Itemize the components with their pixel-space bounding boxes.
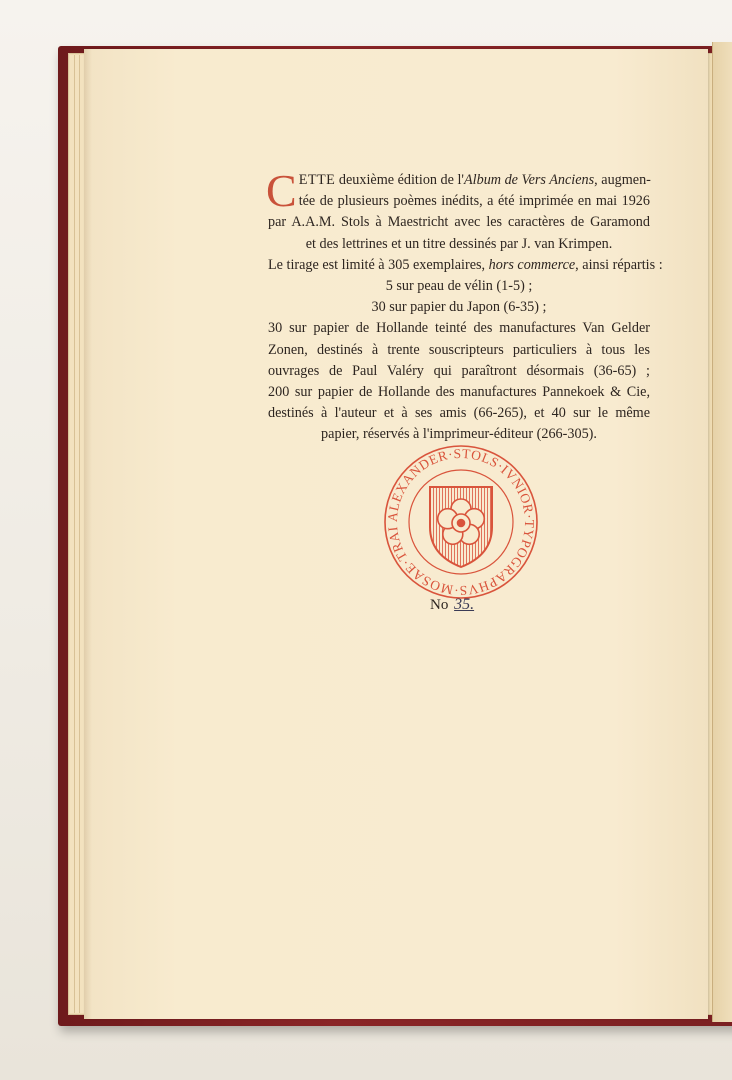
handwritten-number: 35. — [454, 596, 475, 613]
printer-mark — [378, 439, 544, 605]
book-title: Album de Vers Anciens — [464, 172, 595, 188]
colophon-opening — [266, 165, 651, 216]
page-crease — [84, 49, 92, 1019]
colophon-text — [266, 165, 663, 445]
copy-number — [430, 596, 490, 614]
printer-mark-svg — [378, 439, 544, 605]
opening-word-caps: ETTE — [298, 172, 336, 188]
colophon-line-12: destinés à l'auteur et à ses amis (66-265), et 40 sur le même — [268, 405, 650, 422]
colophon-line-6: 5 sur peau de vélin (1-5) ; — [385, 277, 533, 294]
ring-inscription-path: ALEXANDER·STOLS·IVNIOR·TYPOGRAPHVS·MOSAE·TRAI — [384, 445, 538, 599]
colophon-line-10: ouvrages de Paul Valéry qui paraîtront désormais (36-65) ; — [268, 362, 650, 379]
colophon-line-5 — [268, 255, 663, 276]
line1-text: deuxième édition de l' — [335, 172, 464, 188]
colophon-line-8: 30 sur papier de Hollande teinté des manufactures Van Gelder — [268, 320, 650, 337]
drop-cap: C — [266, 165, 297, 216]
line5-end: , ainsi répartis : — [575, 256, 663, 273]
colophon-line-2: tée de plusieurs poèmes inédits, a été imprimée en mai 1926 — [298, 193, 650, 210]
colophon-line-7: 30 sur papier du Japon (6-35) ; — [371, 299, 547, 316]
colophon-line-11: 200 sur papier de Hollande des manufactures Pannekoek & Cie, — [268, 383, 650, 400]
colophon-line-4: et des lettrines et un titre dessinés par J. van Krimpen. — [305, 235, 613, 252]
line5-start: Le tirage est limité à 305 exemplaires, — [268, 256, 489, 273]
copy-number-label: No — [430, 597, 449, 613]
facing-page-edge — [712, 42, 732, 1022]
colophon-line-9: Zonen, destinés à trente souscripteurs particuliers à tous les — [268, 341, 650, 358]
colophon-line-3: par A.A.M. Stols à Maestricht avec les caractères de Garamond — [268, 214, 650, 231]
colophon-line-1 — [268, 170, 650, 191]
line1-end: , augmen- — [594, 172, 651, 188]
colophon-line-13: papier, réservés à l'imprimeur-éditeur (266-305). — [321, 426, 597, 443]
hors-commerce: hors commerce — [488, 256, 576, 273]
